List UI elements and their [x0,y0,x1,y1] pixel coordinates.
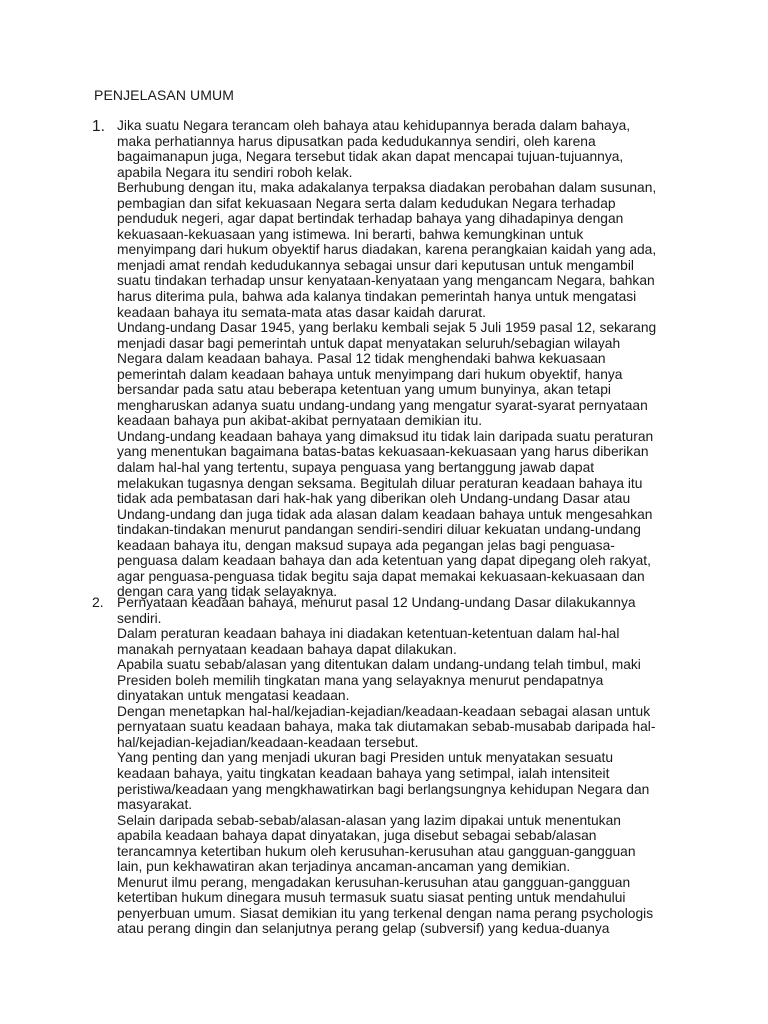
text-line: apabila keadaan bahaya dapat dinyatakan, juga disebut sebagai sebab/alasan [117,828,597,844]
text-line: Dalam peraturan keadaan bahaya ini diadakan ketentuan-ketentuan dalam hal-hal [117,626,620,642]
text-line: tidak ada pembatasan dari hak-hak yang diberikan oleh Undang-undang Dasar atau [117,491,631,507]
text-line: penyerbuan umum. Siasat demikian itu yang terkenal dengan nama perang psychologis [117,905,654,921]
text-line: pemerintah dalam keadaan bahaya untuk menyimpang dari hukum obyektif, hanya [117,366,623,382]
text-line: harus diterima pula, bahwa ada kalanya tindakan pemerintah hanya untuk mengatasi [117,289,637,305]
list-item-1-text [117,118,677,600]
text-line: melakukan tugasnya dengan seksama. Begitulah diluar peraturan keadaan bahaya itu [117,475,643,491]
text-line: pembagian dan sifat kekuasaan Negara serta dalam kedudukan Negara terhadap [117,195,616,211]
text-line: apabila Negara itu sendiri roboh kelak. [117,164,353,180]
text-line: Undang-undang Dasar 1945, yang berlaku kembali sejak 5 Juli 1959 pasal 12, sekarang [117,320,657,336]
text-line: peristiwa/keadaan yang mengkhawatirkan bagi berlangsungnya kehidupan Negara dan [117,781,650,797]
text-line: masyarakat. [117,797,193,813]
text-line: Jika suatu Negara terancam oleh bahaya atau kehidupannya berada dalam bahaya, [117,118,631,133]
text-line: menjadi amat rendah kedudukannya sebagai unsur dari keputusan untuk mengambil [117,257,634,273]
text-line: dinyatakan untuk mengatasi keadaan. [117,688,350,704]
text-line: pernyataan suatu keadaan bahaya, maka tak diutamakan sebab-musabab daripada hal- [117,719,656,735]
text-line: manakah pernyataan keadaan bahaya dapat dilakukan. [117,641,457,657]
text-line: lain, pun kekhawatiran akan terjadinya ancaman-ancaman yang demikian. [117,859,571,875]
text-line: ketertiban hukum dinegara musuh termasuk suatu siasat penting untuk mendahului [117,890,626,906]
text-line: Berhubung dengan itu, maka adakalanya terpaksa diadakan perobahan dalam susunan, [117,180,657,196]
text-line: Negara dalam keadaan bahaya. Pasal 12 tidak menghendaki bahwa kekuasaan [117,351,606,367]
text-line: suatu tindakan terhadap unsur kenyataan-kenyataan yang mengancam Negara, bahkan [117,273,655,289]
text-line: tindakan-tindakan menurut pandangan sendiri-sendiri diluar kekuatan undang-undang [117,522,641,538]
text-line: menyimpang dari hukum obyektif harus diadakan, karena perangkaian kaidah yang ada, [117,242,657,258]
text-line: maka perhatiannya harus dipusatkan pada kedudukannya sendiri, oleh karena [117,133,596,149]
text-line: penguasa dalam keadaan bahaya dan ada ketentuan yang dapat dipegang oleh rakyat, [117,553,651,569]
list-number-1: 1. [92,118,105,135]
document-heading: PENJELASAN UMUM [94,87,234,103]
text-line: terancamnya ketertiban hukum oleh kerusuhan-kerusuhan atau gangguan-gangguan [117,843,636,859]
text-line: bersandar pada satu atau beberapa ketentuan yang umum bunyinya, akan tetapi [117,382,611,398]
text-line: kekuasaan-kekuasaan yang istimewa. Ini berarti, bahwa kemungkinan untuk [117,226,584,242]
text-line: keadaan bahaya pun akibat-akibat pernyataan demikian itu. [117,413,483,429]
text-line: sendiri. [117,610,162,626]
text-line: Presiden boleh memilih tingkatan mana yang selayaknya menurut pendapatnya [117,672,604,688]
text-line: bagaimanapun juga, Negara tersebut tidak akan dapat mencapai tujuan-tujuannya, [117,149,624,165]
list-number-2: 2. [92,594,104,610]
text-line: Menurut ilmu perang, mengadakan kerusuhan-kerusuhan atau gangguan-gangguan [117,874,631,890]
text-line: Yang penting dan yang menjadi ukuran bagi Presiden untuk menyatakan sesuatu [117,750,614,766]
text-line: dengan cara yang tidak selayaknya. [117,584,338,600]
text-line: keadaan bahaya, yaitu tingkatan keadaan bahaya yang setimpal, ialah intensiteit [117,766,610,782]
text-line: keadaan bahaya itu, dengan maksud supaya ada pegangan jelas bagi penguasa- [117,537,615,553]
text-line: Apabila suatu sebab/alasan yang ditentukan dalam undang-undang telah timbul, maki [117,657,641,673]
text-line: mengharuskan adanya suatu undang-undang yang mengatur syarat-syarat pernyataan [117,397,648,413]
text-line: Undang-undang dan juga tidak ada alasan dalam keadaan bahaya untuk mengesahkan [117,506,653,522]
text-line: agar penguasa-penguasa tidak begitu saja dapat memakai kekuasaan-kekuasaan dan [117,568,645,584]
text-line: Dengan menetapkan hal-hal/kejadian-kejadian/keadaan-keadaan sebagai alasan untuk [117,703,651,719]
list-item-2-text [117,595,677,937]
text-line: Undang-undang keadaan bahaya yang dimaksud itu tidak lain daripada suatu peraturan [117,428,654,444]
text-line: penduduk negeri, agar dapat bertindak terhadap bahaya yang dihadapinya dengan [117,211,624,227]
text-line: keadaan bahaya itu semata-mata atas dasar kaidah darurat. [117,304,486,320]
text-line: atau perang dingin dan selanjutnya perang gelap (subversif) yang kedua-duanya [117,921,610,937]
text-line: Pernyataan keadaan bahaya, menurut pasal 12 Undang-undang Dasar dilakukannya [117,595,636,610]
text-line: yang menentukan bagaimana batas-batas kekuasaan-kekuasaan yang harus diberikan [117,444,649,460]
text-line: dalam hal-hal yang tertentu, supaya penguasa yang bertanggung jawab dapat [117,460,595,476]
text-line: menjadi dasar bagi pemerintah untuk dapat menyatakan seluruh/sebagian wilayah [117,335,621,351]
text-line: Selain daripada sebab-sebab/alasan-alasan yang lazim dipakai untuk menentukan [117,812,621,828]
text-line: hal/kejadian-kejadian/keadaan-keadaan tersebut. [117,734,419,750]
